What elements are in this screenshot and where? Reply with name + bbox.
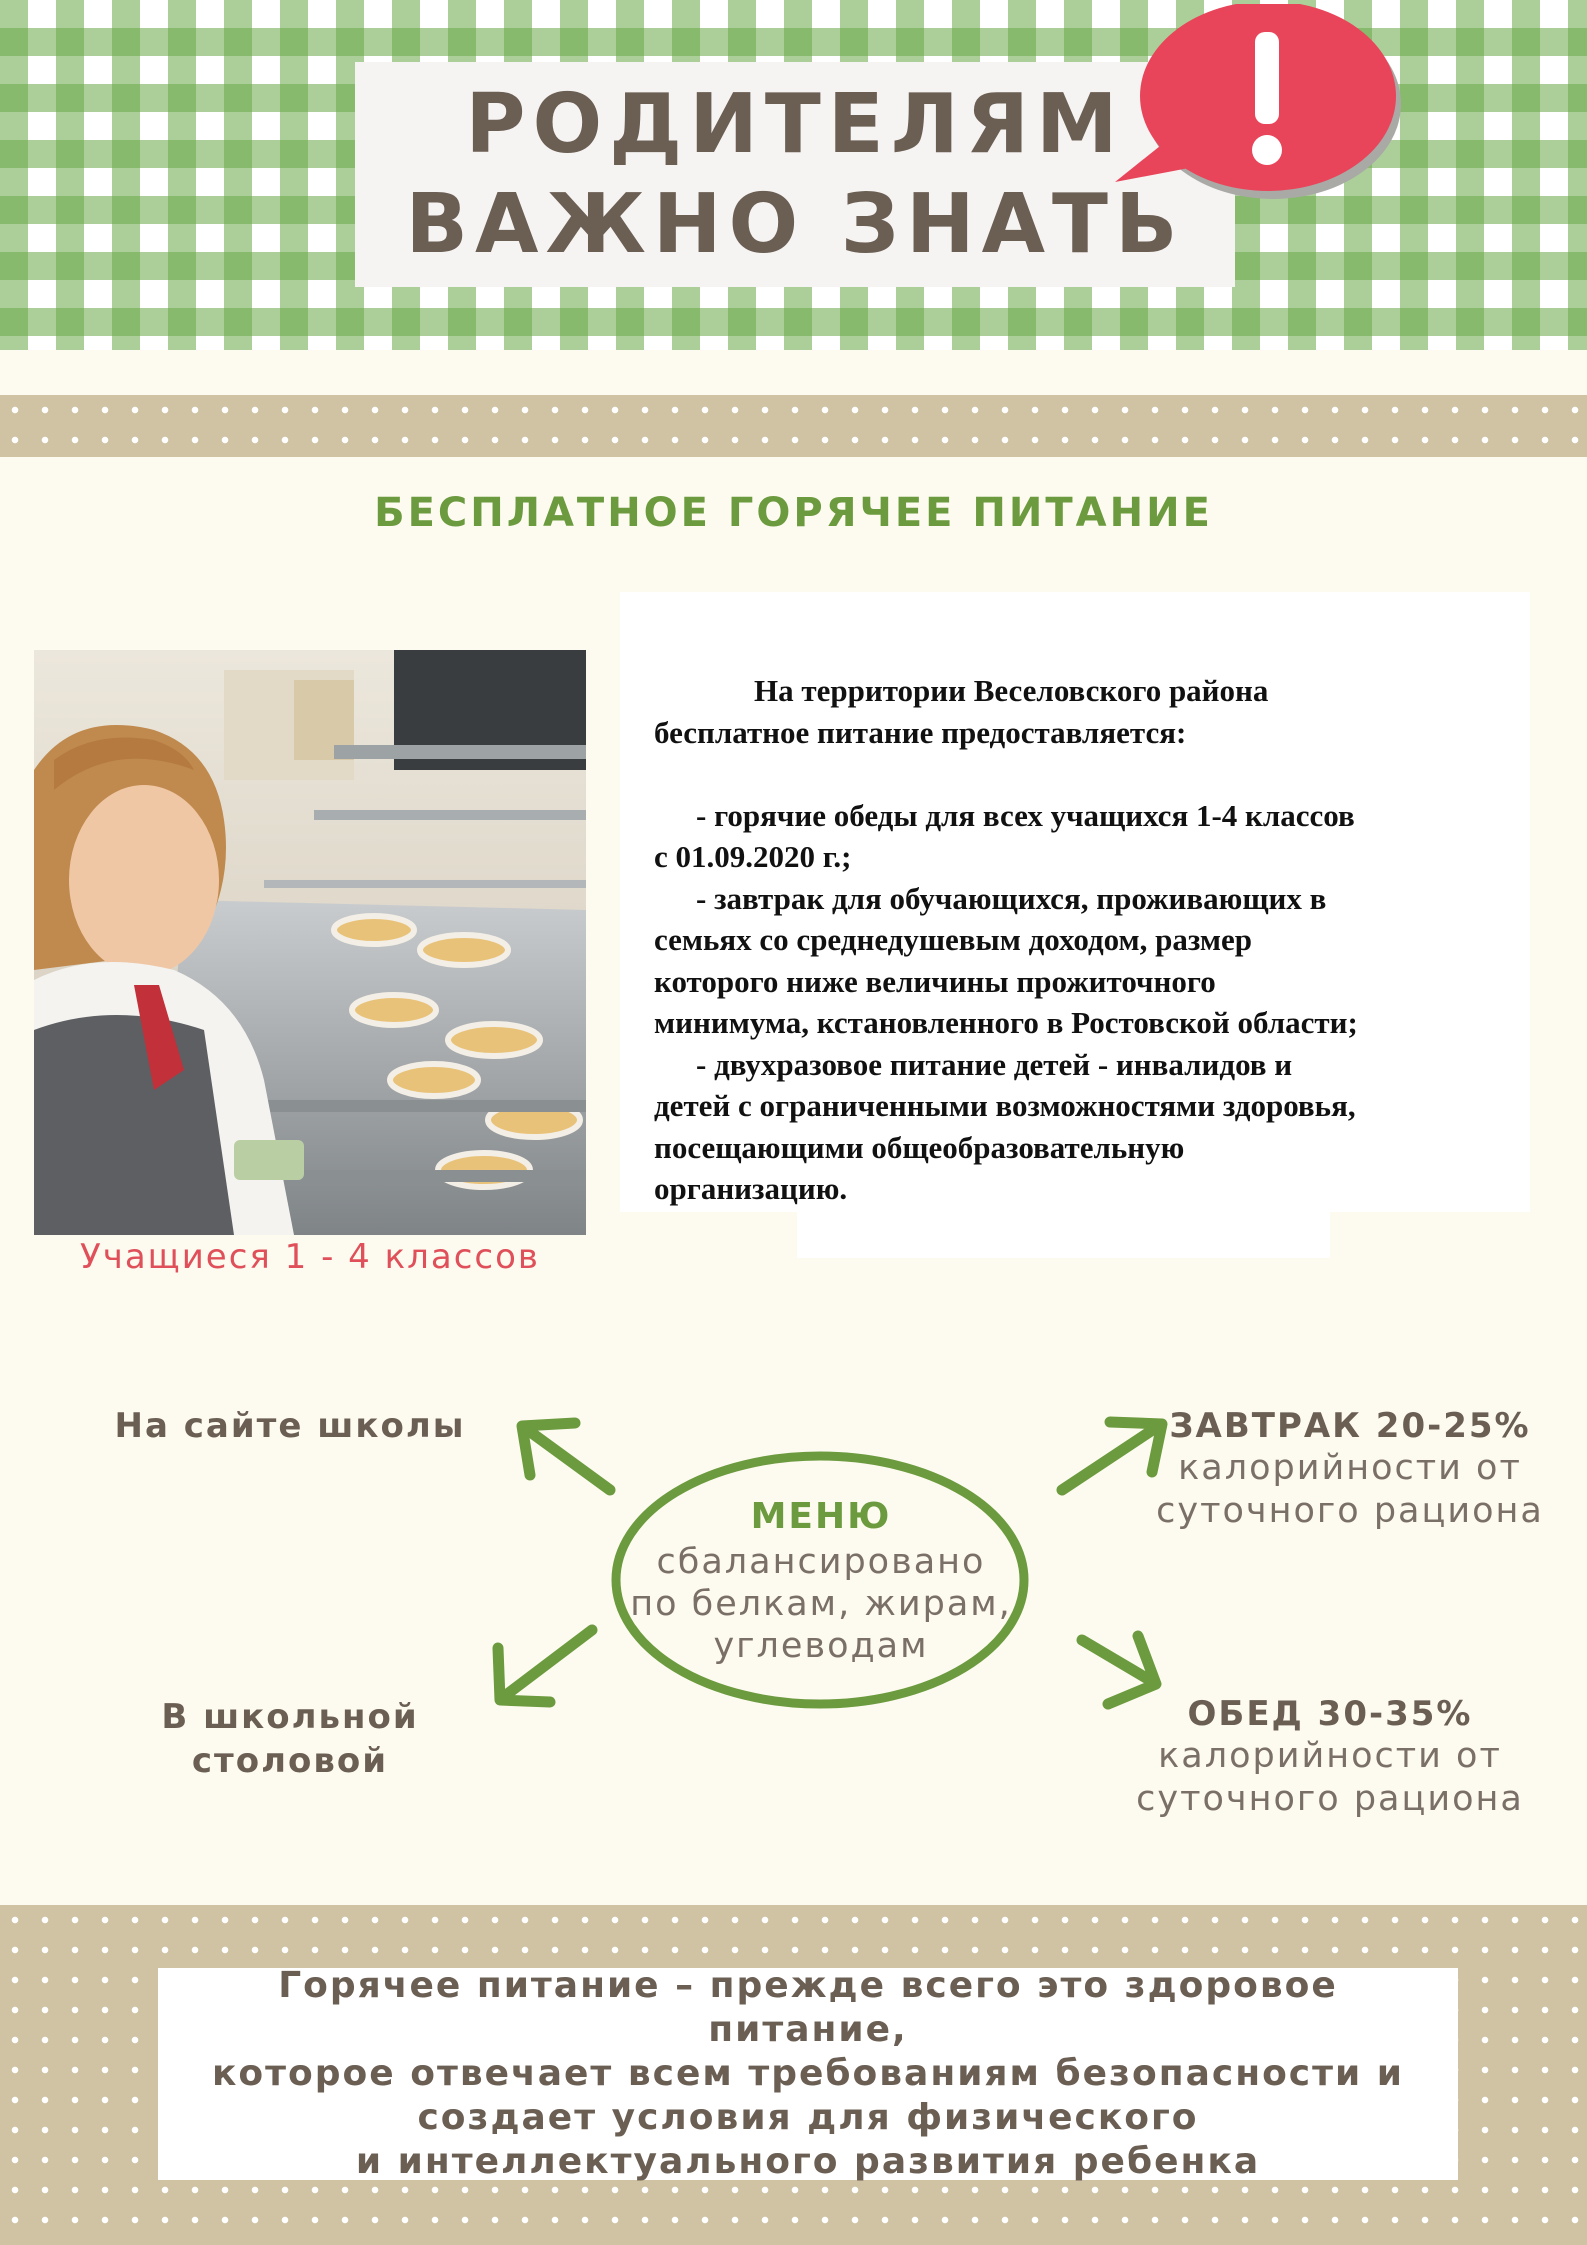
photo-caption: Учащиеся 1 - 4 классов [80,1237,540,1277]
menu-desc-line-2: по белкам, жирам, [630,1584,1012,1624]
info-item1-line-1: - горячие обеды для всех учащихся 1-4 классов [696,797,1355,833]
info-spacer [654,753,1514,795]
section-title: БЕСПЛАТНОЕ ГОРЯЧЕЕ ПИТАНИЕ [374,490,1213,536]
exclamation-speech-bubble-icon [1115,4,1415,219]
info-item3-line-3: посещающими общеобразовательную [654,1129,1185,1165]
node-lunch [1100,1693,1560,1821]
info-item3-line-2: детей с ограниченными возможностями здоровья, [654,1088,1356,1123]
info-item3-line-4: организацию. [654,1171,848,1206]
info-item2-line-1: - завтрак для обучающихся, проживающих в [696,880,1327,916]
arrow-up-left-icon [522,1423,610,1490]
menu-desc-line-3: углеводам [713,1626,929,1666]
menu-center-text [615,1455,1027,1705]
info-text [654,670,1514,1210]
node-lunch-line-2: суточного рациона [1136,1779,1524,1819]
bottom-message-line-1: Горячее питание – прежде всего это здоровое питание, [278,1965,1338,2050]
node-breakfast-head: ЗАВТРАК 20-25% [1169,1406,1531,1446]
canteen-photo-illustration [34,650,586,1235]
menu-desc-line-1: сбалансировано [656,1542,986,1582]
bottom-message-box [158,1965,1458,2182]
canteen-photo [34,650,586,1235]
title-banner [355,62,1235,287]
info-intro-line-2: бесплатное питание предоставляется: [654,714,1187,750]
info-intro-line-1: На территории Веселовского района [754,673,1269,708]
bottom-message-line-4: и интеллектуального развития ребенка [355,2141,1261,2182]
bottom-message-line-3: создает условия для физического [417,2097,1199,2138]
arrow-down-left-icon [498,1630,592,1702]
node-canteen-line-1: В школьной [161,1697,419,1737]
info-item1-line-2: с 01.09.2020 г.; [654,839,852,874]
node-lunch-line-1: калорийности от [1158,1736,1502,1776]
node-breakfast [1120,1405,1580,1533]
info-item2-line-3: которого ниже величины прожиточного [654,963,1216,999]
title-line-1: РОДИТЕЛЯМ [465,76,1125,172]
menu-title: МЕНЮ [750,1496,892,1537]
title-line-2: ВАЖНО ЗНАТЬ [405,176,1185,272]
dotted-band-top [0,395,1587,457]
node-school-website: На сайте школы [114,1406,466,1446]
info-item2-line-4: минимума, кстановленного в Ростовской области; [654,1005,1358,1040]
info-item2-line-2: семьях со среднедушевым доходом, размер [654,922,1253,957]
node-canteen-line-2: столовой [191,1741,389,1781]
info-item3-line-1: - двухразовое питание детей - инвалидов и [696,1046,1293,1082]
node-school-canteen [100,1695,480,1783]
node-lunch-head: ОБЕД 30-35% [1187,1694,1473,1734]
bottom-message [178,1964,1438,2184]
node-breakfast-line-1: калорийности от [1178,1448,1522,1488]
node-breakfast-line-2: суточного рациона [1156,1491,1544,1531]
bottom-message-line-2: которое отвечает всем требованиям безопасности и [212,2053,1404,2094]
